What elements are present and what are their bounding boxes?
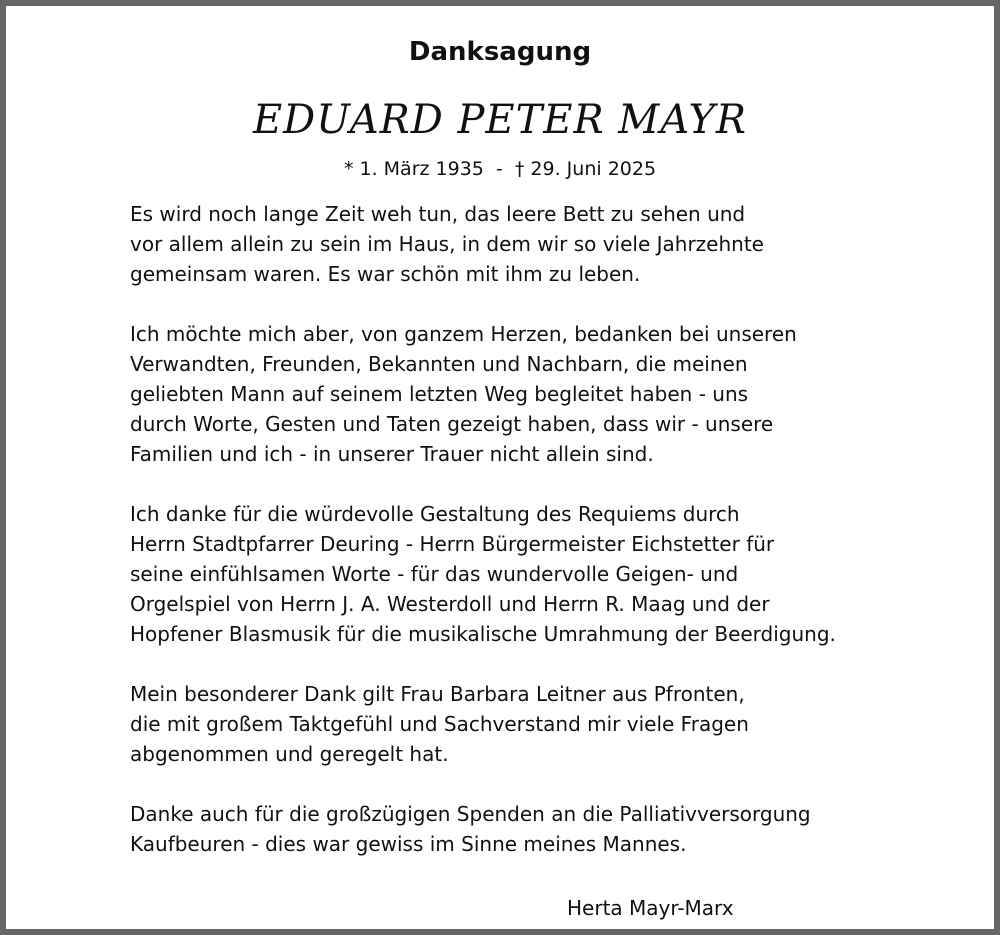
text-line: Verwandten, Freunden, Bekannten und Nachbarn, die meinen [130,352,748,376]
notice-heading: Danksagung [408,37,592,67]
text-line: seine einfühlsamen Worte - für das wundervolle Geigen- und [130,562,739,586]
signature: Herta Mayr-Marx [567,896,734,920]
text-line: Herrn Stadtpfarrer Deuring - Herrn Bürgermeister Eichstetter für [130,532,775,556]
text-line: Mein besonderer Dank gilt Frau Barbara Leitner aus Pfronten, [130,682,745,706]
paragraph [130,499,930,649]
text-line: Familien und ich - in unserer Trauer nicht allein sind. [130,442,654,466]
text-line: Hopfener Blasmusik für die musikalische Umrahmung der Beerdigung. [130,622,836,646]
paragraph [130,799,930,859]
text-line: gemeinsam waren. Es war schön mit ihm zu leben. [130,262,641,286]
text-line: Ich möchte mich aber, von ganzem Herzen, bedanken bei unseren [130,322,797,346]
text-line: die mit großem Taktgefühl und Sachverstand mir viele Fragen [130,712,749,736]
text-line: Kaufbeuren - dies war gewiss im Sinne meines Mannes. [130,832,687,856]
text-line: durch Worte, Gesten und Taten gezeigt haben, dass wir - unsere [130,412,774,436]
deceased-name: EDUARD PETER MAYR [252,97,748,143]
life-dates: * 1. März 1935 - † 29. Juni 2025 [343,158,657,180]
text-line: Danke auch für die großzügigen Spenden an die Palliativversorgung [130,802,811,826]
text-line: Ich danke für die würdevolle Gestaltung des Requiems durch [130,502,740,526]
text-line: vor allem allein zu sein im Haus, in dem wir so viele Jahrzehnte [130,232,764,256]
text-line: Orgelspiel von Herrn J. A. Westerdoll und Herrn R. Maag und der [130,592,770,616]
paragraph [130,679,930,769]
notice-body [130,199,930,889]
paragraph [130,319,930,469]
paragraph [130,199,930,289]
text-line: Es wird noch lange Zeit weh tun, das leere Bett zu sehen und [130,202,746,226]
text-line: geliebten Mann auf seinem letzten Weg begleitet haben - uns [130,382,749,406]
text-line: abgenommen und geregelt hat. [130,742,449,766]
